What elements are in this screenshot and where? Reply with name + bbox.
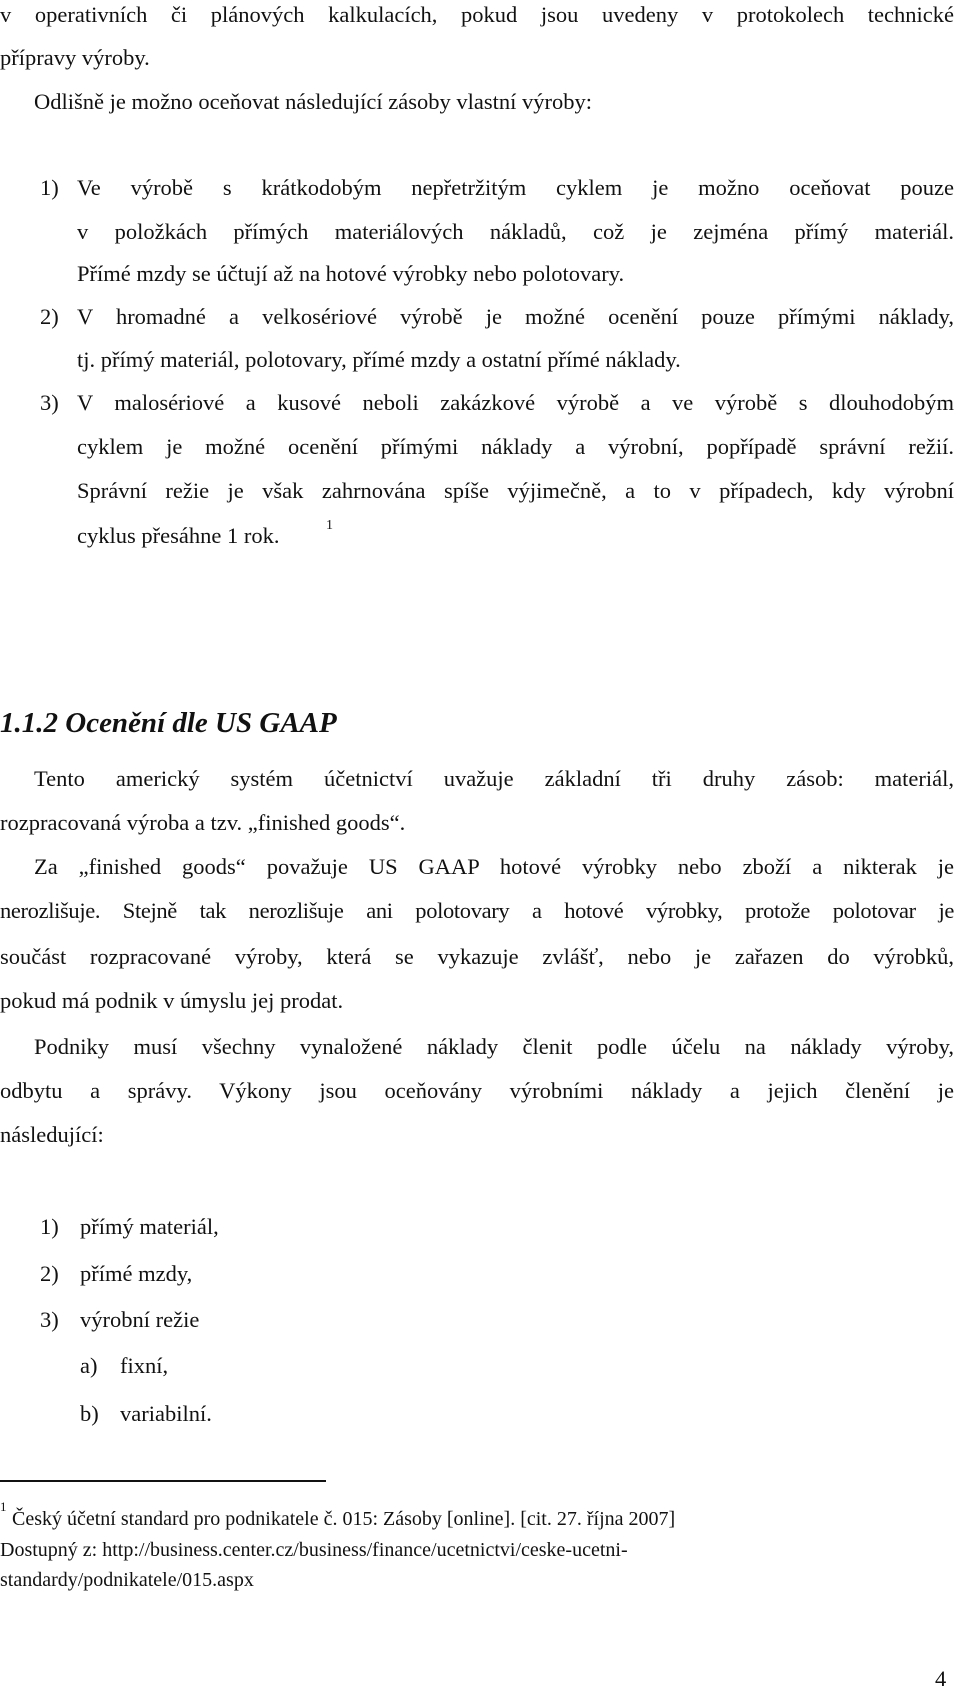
paragraph-line: Za „finished goods“ považuje US GAAP hotové výrobky nebo zboží a nikterak je <box>34 854 954 879</box>
method-line: cyklem je možné ocenění přímými náklady a výrobní, popřípadě správní režií. <box>77 434 954 459</box>
method-line: V malosériové a kusové neboli zakázkové výrobě a ve výrobě s dlouhodobým <box>77 390 954 415</box>
method-line: V hromadné a velkosériové výrobě je možné ocenění pouze přímými náklady, <box>77 304 954 329</box>
paragraph-line: Tento americký systém účetnictví uvažuje základní tři druhy zásob: materiál, <box>34 766 954 791</box>
paragraph-line: následující: <box>0 1122 104 1147</box>
paragraph-line: odbytu a správy. Výkony jsou oceňovány výrobními náklady a jejich členění je <box>0 1078 954 1103</box>
footnote-mark: 1 <box>0 1499 7 1514</box>
method-number: 3) <box>40 390 59 415</box>
sub-item-letter: b) <box>80 1401 99 1426</box>
sub-item-letter: a) <box>80 1353 98 1378</box>
paragraph-line: nerozlišuje. Stejně tak nerozlišuje ani polotovary a hotové výrobky, protože polotovar je <box>0 898 954 923</box>
section-heading: 1.1.2 Ocenění dle US GAAP <box>0 707 337 739</box>
footnote-reference[interactable]: 1 <box>326 518 333 533</box>
intro-line: přípravy výroby. <box>0 45 150 70</box>
footnote-line: Český účetní standard pro podnikatele č. 015: Zásoby [online]. [cit. 27. října 2007] <box>12 1508 676 1530</box>
cost-item-number: 2) <box>40 1261 59 1286</box>
sub-item-text: fixní, <box>120 1353 169 1378</box>
page-number: 4 <box>935 1666 947 1691</box>
cost-item-text: přímý materiál, <box>80 1214 219 1239</box>
method-number: 1) <box>40 175 59 200</box>
method-line: Ve výrobě s krátkodobým nepřetržitým cyklem je možno oceňovat pouze <box>77 175 954 200</box>
paragraph-line: pokud má podnik v úmyslu jej prodat. <box>0 988 344 1013</box>
footnote-separator <box>0 1480 326 1482</box>
method-line: tj. přímý materiál, polotovary, přímé mzdy a ostatní přímé náklady. <box>77 347 681 372</box>
cost-item-text: výrobní režie <box>80 1307 200 1332</box>
cost-item-text: přímé mzdy, <box>80 1261 193 1286</box>
paragraph-line: součást rozpracované výroby, která se vykazuje zvlášť, nebo je zařazen do výrobků, <box>0 944 954 969</box>
method-line: Správní režie je však zahrnována spíše výjimečně, a to v případech, kdy výrobní <box>77 478 954 503</box>
cost-item-number: 3) <box>40 1307 59 1332</box>
method-line: Přímé mzdy se účtují až na hotové výrobky nebo polotovary. <box>77 261 625 286</box>
footnote-line: standardy/podnikatele/015.aspx <box>0 1569 254 1591</box>
paragraph-line: rozpracovaná výroba a tzv. „finished goods“. <box>0 810 406 835</box>
method-number: 2) <box>40 304 59 329</box>
paragraph-line: Podniky musí všechny vynaložené náklady členit podle účelu na náklady výroby, <box>34 1034 954 1059</box>
method-line: cyklus přesáhne 1 rok. <box>77 523 280 548</box>
intro-line: Odlišně je možno oceňovat následující zásoby vlastní výroby: <box>34 89 592 114</box>
intro-line: v operativních či plánových kalkulacích, pokud jsou uvedeny v protokolech technické <box>0 2 954 27</box>
footnote-line: Dostupný z: http://business.center.cz/business/finance/ucetnictvi/ceske-ucetni- <box>0 1539 628 1561</box>
method-line: v položkách přímých materiálových nákladů, což je zejména přímý materiál. <box>77 219 954 244</box>
sub-item-text: variabilní. <box>120 1401 212 1426</box>
cost-item-number: 1) <box>40 1214 59 1239</box>
